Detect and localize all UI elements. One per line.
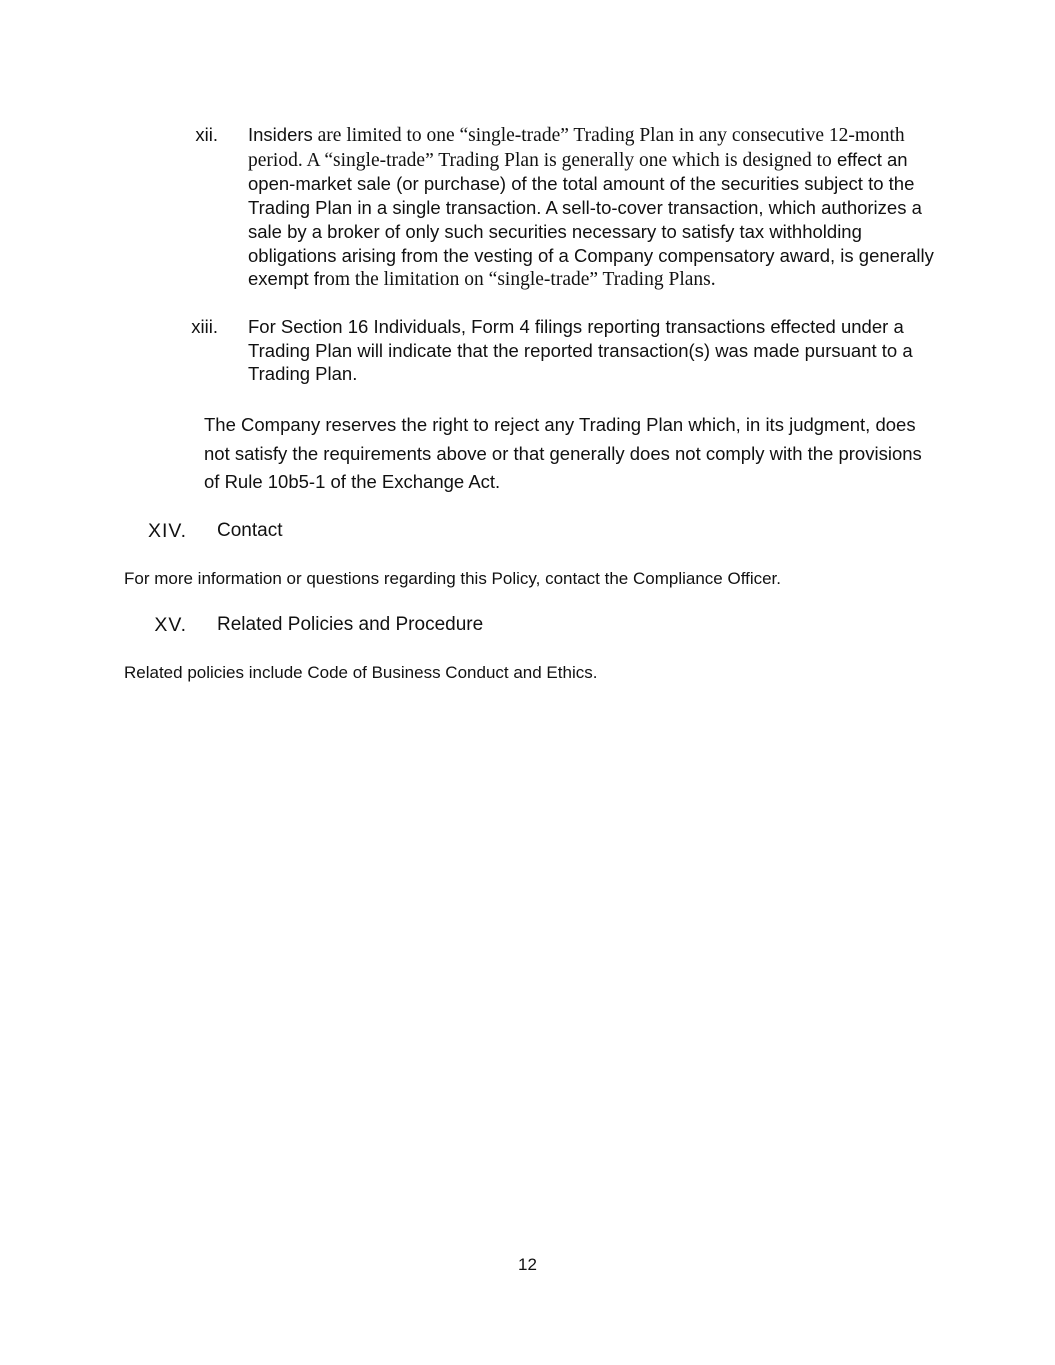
section-heading-related-policies <box>0 613 1055 639</box>
related-policies-paragraph: Related policies include Code of Business Conduct and Ethics. <box>124 663 598 682</box>
list-item-text: For Section 16 Individuals, Form 4 filings reporting transactions effected under a Trading Plan will indicate that the reported transaction(s) was made pursuant to a Trading Plan. <box>248 316 913 385</box>
list-item-tail-text: om the limitation on “single-trade” Trading Plans. <box>325 269 716 291</box>
list-item-text <box>248 123 938 292</box>
section-title: Contact <box>217 520 283 541</box>
list-item-sans-text: effect an open-market sale (or purchase) of the total amount of the securities subject to the Trading Plan in a single transaction. A sell-to-cover transaction, which authorizes a sale by a broker of only such securities necessary to satisfy tax withholding obligations arising from the vesting of a Company compensatory award, is generally exempt fr <box>248 148 934 290</box>
section-heading-contact <box>0 519 1055 545</box>
section-title: Related Policies and Procedure <box>217 614 484 635</box>
section-numeral: XIV. <box>147 520 187 542</box>
section-numeral: XV. <box>154 614 187 636</box>
page-number: 12 <box>518 1255 537 1274</box>
list-item-serif-text: are limited to one “single-trade” Trading Plan in any consecutive 12-month period. A “single-trade” Trading Plan is generally one which is designed to <box>248 125 905 171</box>
list-item-xiii <box>0 315 1055 390</box>
list-numeral: xiii. <box>191 316 218 337</box>
list-numeral: xii. <box>195 124 218 145</box>
reserve-right-paragraph: The Company reserves the right to reject any Trading Plan which, in its judgment, does not satisfy the requirements above or that generally does not comply with the provisions of Rule 10b5-1 of the Exchange Act. <box>204 414 922 493</box>
contact-paragraph: For more information or questions regarding this Policy, contact the Compliance Officer. <box>124 569 782 588</box>
list-item-xii <box>0 123 1055 298</box>
list-item-lead: Insiders <box>248 124 313 145</box>
